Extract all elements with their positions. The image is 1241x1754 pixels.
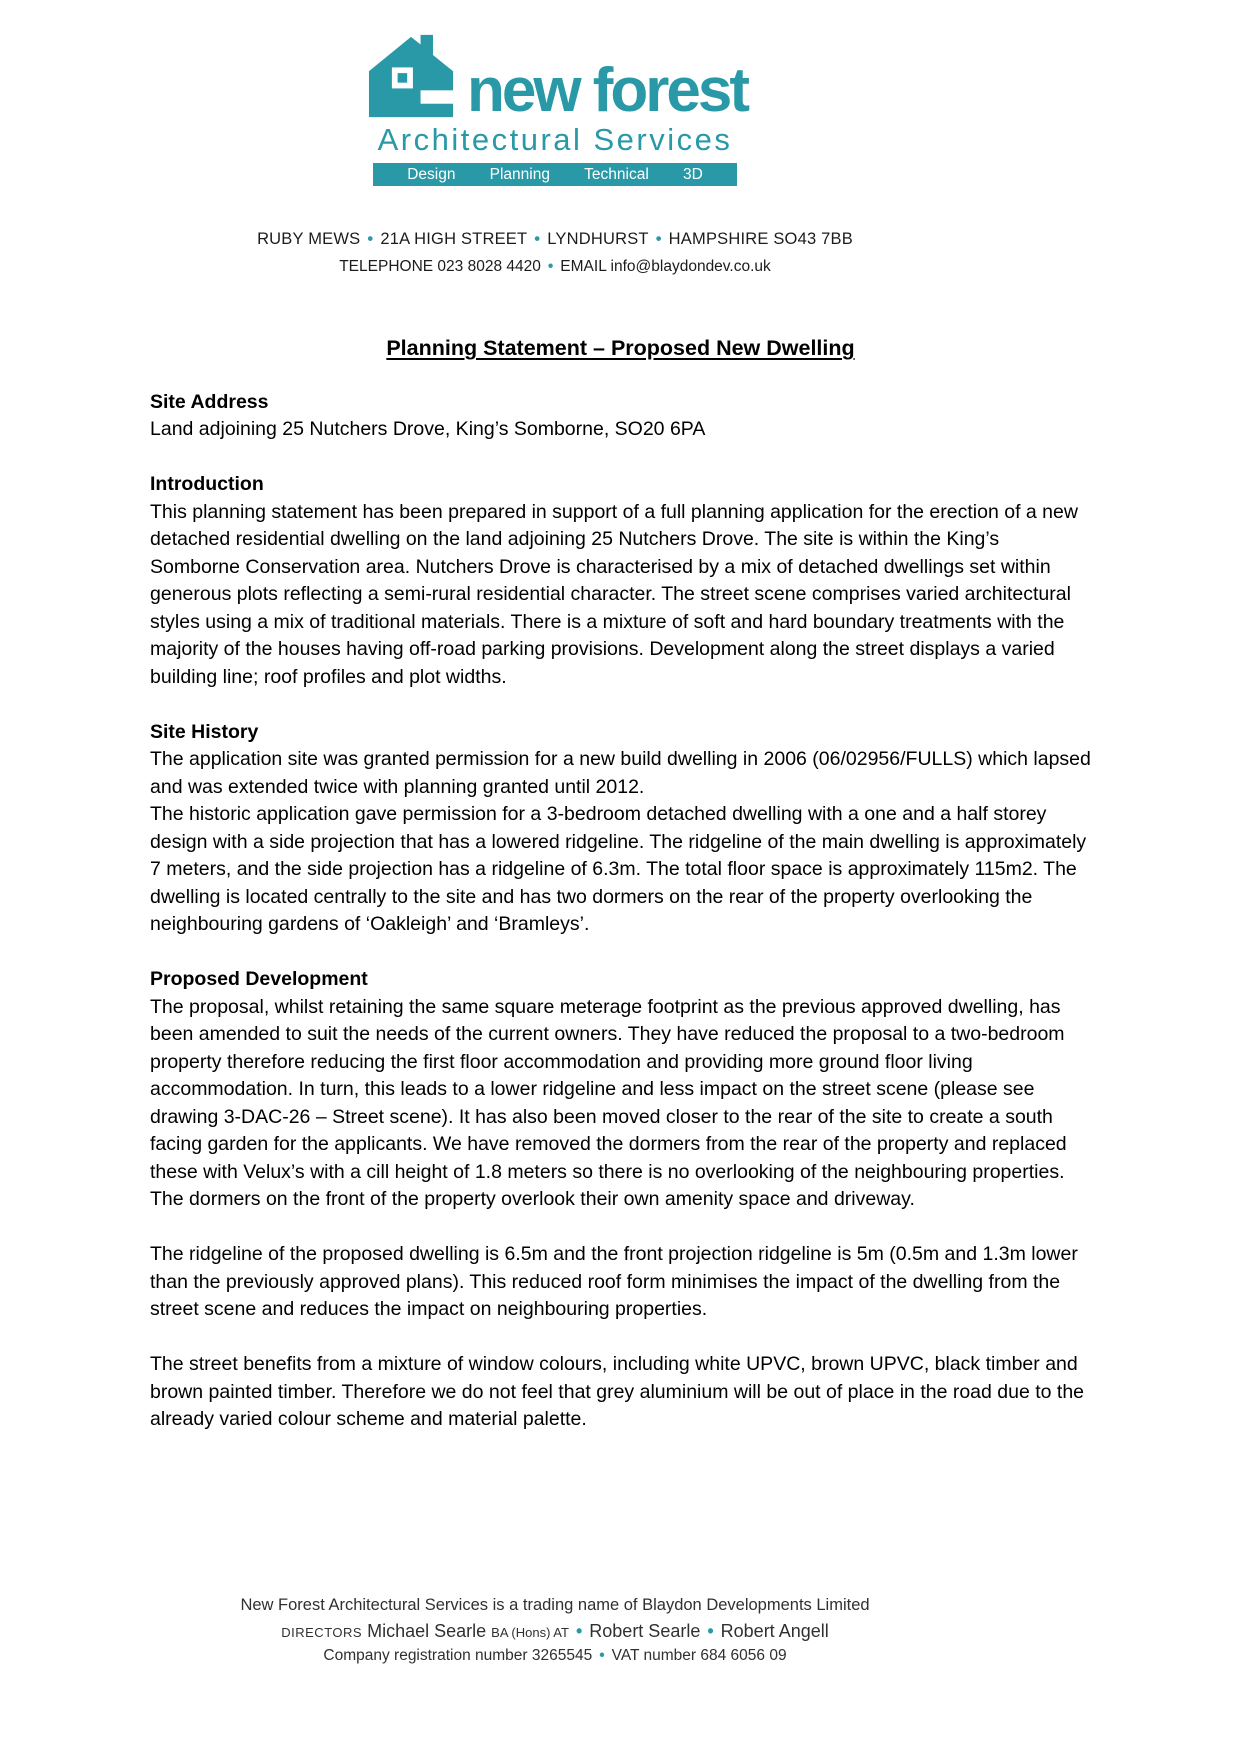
company-registration: Company registration number 3265545 [323, 1647, 593, 1664]
bullet-separator: • [575, 1621, 583, 1641]
telephone-text: TELEPHONE 023 8028 4420 [339, 258, 541, 275]
section-site-address [150, 389, 1091, 444]
bullet-separator: • [547, 258, 554, 275]
trading-name-line: New Forest Architectural Services is a trading name of Blaydon Developments Limited [240, 1596, 870, 1614]
bullet-separator: • [367, 230, 374, 248]
directors-line [0, 1621, 1110, 1642]
vat-number: VAT number 684 6056 09 [611, 1647, 787, 1664]
section-heading: Introduction [150, 473, 264, 495]
contact-line [0, 258, 1110, 276]
director-name: Robert Searle [589, 1621, 701, 1641]
bullet-separator: • [707, 1621, 714, 1641]
address-part: 21A HIGH STREET [380, 230, 528, 248]
service-item-planning: Planning [489, 165, 550, 183]
section-proposed-development [150, 966, 1091, 1434]
page-footer [0, 1596, 1110, 1665]
registration-line [0, 1647, 1110, 1665]
section-heading: Site Address [150, 390, 269, 413]
paragraph: The application site was granted permission for a new build dwelling in 2006 (06/02956/FULLS) which lapsed and was extended twice with planning granted until 2012. [150, 748, 1091, 798]
paragraph: The street benefits from a mixture of window colours, including white UPVC, brown UPVC, black timber and brown painted timber. Therefore we do not feel that grey aluminium will be out of place in the road due to the already varied colour scheme and material palette. [150, 1353, 1085, 1430]
section-site-history [150, 719, 1091, 939]
paragraph: The historic application gave permission for a 3-bedroom detached dwelling with a one and a half storey design with a side projection that has a lowered ridgeline. The ridgeline of the main dwelling is approximately 7 meters, and the side projection has a ridgeline of 6.3m. The total floor space is approximately 115m2. The dwelling is located centrally to the site and has two dormers on the rear of the property overlooking the neighbouring gardens of ‘Oakleigh’ and ‘Bramleys’. [150, 803, 1087, 935]
bullet-separator: • [534, 230, 541, 248]
page-title: Planning Statement – Proposed New Dwelling [386, 336, 855, 360]
service-item-3d: 3D [682, 165, 703, 183]
house-logo-icon [363, 33, 459, 119]
section-heading: Site History [150, 720, 259, 743]
paragraph: Land adjoining 25 Nutchers Drove, King’s Somborne, SO20 6PA [150, 418, 706, 440]
paragraph: This planning statement has been prepared in support of a full planning application for the erection of a new detached residential dwelling on the land adjoining 25 Nutchers Drove. The site is within the King’s Somborne Conservation area. Nutchers Drove is characterised by a mix of detached dwellings set within generous plots reflecting a semi-rural residential character. The street scene comprises varied architectural styles using a mix of traditional materials. There is a mixture of soft and hard boundary treatments with the majority of the houses having off-road parking provisions. Development along the street displays a varied building line; roof profiles and plot widths. [150, 500, 1078, 688]
section-introduction [150, 471, 1091, 691]
service-item-design: Design [407, 165, 456, 183]
service-item-technical: Technical [584, 165, 649, 183]
address-part: HAMPSHIRE SO43 7BB [668, 230, 853, 248]
section-heading: Proposed Development [150, 968, 368, 990]
address-line [0, 230, 1110, 249]
director-name: Michael Searle [367, 1621, 487, 1641]
paragraph: The ridgeline of the proposed dwelling is 6.5m and the front projection ridgeline is 5m (0.5m and 1.3m lower than the previously approved plans). This reduced roof form minimises the impact of the dwelling from the street scene and reduces the impact on neighbouring properties. [150, 1243, 1078, 1320]
services-bar [373, 163, 737, 186]
document-body [150, 336, 1091, 1434]
brand-tagline: Architectural Services [377, 122, 733, 157]
letterhead [0, 0, 1110, 276]
company-logo [363, 33, 747, 186]
address-part: LYNDHURST [547, 230, 649, 248]
directors-label: DIRECTORS [281, 1625, 363, 1640]
bullet-separator: • [655, 230, 662, 248]
director-name: Robert Angell [720, 1621, 829, 1641]
email-text: EMAIL info@blaydondev.co.uk [560, 258, 771, 275]
director-qualifications: BA (Hons) AT [491, 1625, 569, 1640]
bullet-separator: • [599, 1647, 605, 1664]
brand-name: new forest [466, 55, 748, 125]
address-part: RUBY MEWS [257, 230, 361, 248]
paragraph: The proposal, whilst retaining the same square meterage footprint as the previous approved dwelling, has been amended to suit the needs of the current owners. They have reduced the proposal to a two-bedroom property therefore reducing the first floor accommodation and providing more ground floor living accommodation. In turn, this leads to a lower ridgeline and less impact on the street scene (please see drawing 3-DAC-26 – Street scene). It has also been moved closer to the rear of the site to create a south facing garden for the applicants. We have removed the dormers from the rear of the property and replaced these with Velux’s with a cill height of 1.8 meters so there is no overlooking of the neighbouring properties. The dormers on the front of the property overlook their own amenity space and driveway. [150, 995, 1067, 1210]
